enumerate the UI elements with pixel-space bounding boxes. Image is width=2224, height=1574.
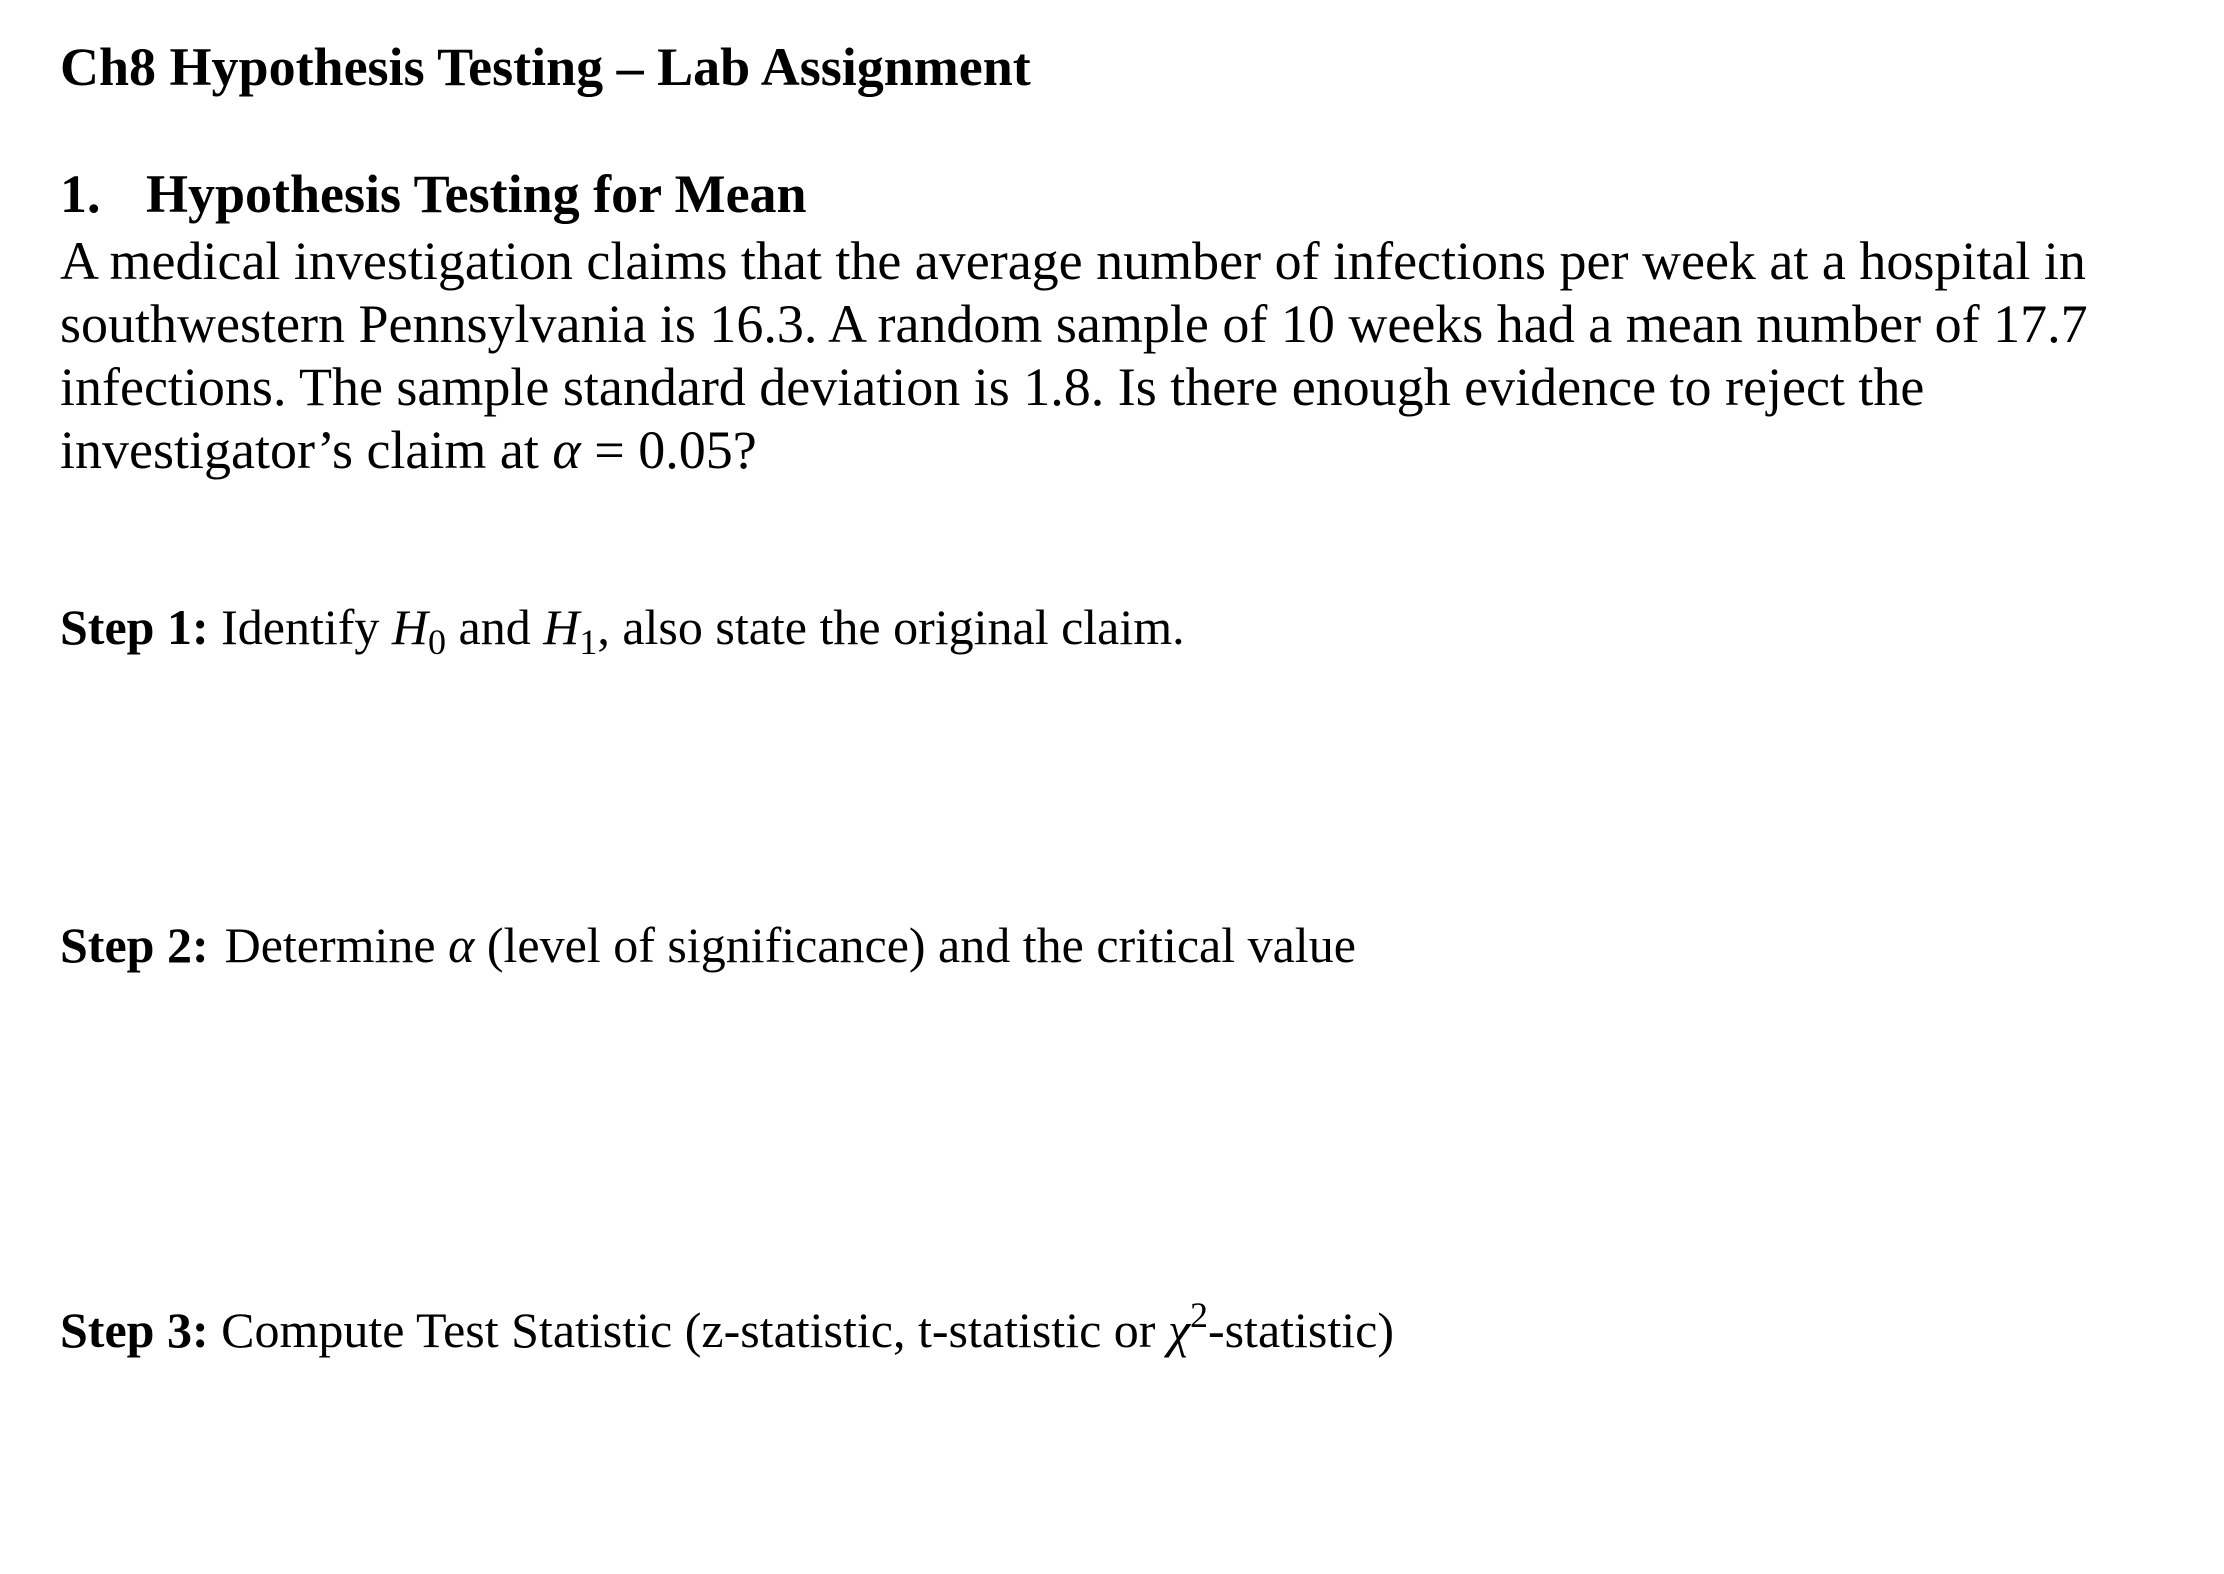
problem-line: A medical investigation claims that the average number of infections per week at a hospital in xyxy=(60,231,2086,291)
problem-line: southwestern Pennsylvania is 16.3. A random sample of 10 weeks had a mean number of 17.7 xyxy=(60,294,2088,354)
alpha-value: 0.05? xyxy=(638,420,757,480)
step-2-text-a: Determine xyxy=(224,917,449,973)
step-3-text-b: -statistic) xyxy=(1207,1302,1394,1358)
problem-line-last xyxy=(60,419,2190,482)
step-1 xyxy=(60,597,1185,672)
section-heading xyxy=(60,163,807,225)
problem-last-prefix: investigator’s claim at xyxy=(60,420,553,480)
problem-statement xyxy=(60,230,2190,482)
step-1-text-c: , also state the original claim. xyxy=(597,599,1185,655)
alpha-symbol: α xyxy=(552,420,581,480)
step-3-label: Step 3: xyxy=(60,1302,209,1358)
section-title: Hypothesis Testing for Mean xyxy=(146,164,807,224)
document-title: Ch8 Hypothesis Testing – Lab Assignment xyxy=(60,37,1031,97)
h0-symbol: $H_0$ xyxy=(391,599,446,663)
step-1-text-b: and xyxy=(446,599,544,655)
step-2-label: Step 2: xyxy=(60,917,209,973)
section-number: 1. xyxy=(60,164,101,224)
step-3-text-a: Compute Test Statistic (z-statistic, t-statistic or xyxy=(208,1302,1168,1358)
alpha-symbol: α xyxy=(448,917,475,973)
equals-sign: = xyxy=(580,420,639,480)
chi-squared-symbol: $\chi^2$ xyxy=(1167,1295,1208,1358)
step-3 xyxy=(60,1295,1394,1360)
problem-line: infections. The sample standard deviation is 1.8. Is there enough evidence to reject the xyxy=(60,357,1925,417)
step-1-label: Step 1: xyxy=(60,599,209,655)
h1-symbol: $H_1$ xyxy=(543,599,598,663)
step-2 xyxy=(60,915,1356,975)
step-2-text-b: (level of significance) and the critical value xyxy=(474,917,1356,973)
step-1-text-a: Identify xyxy=(208,599,392,655)
